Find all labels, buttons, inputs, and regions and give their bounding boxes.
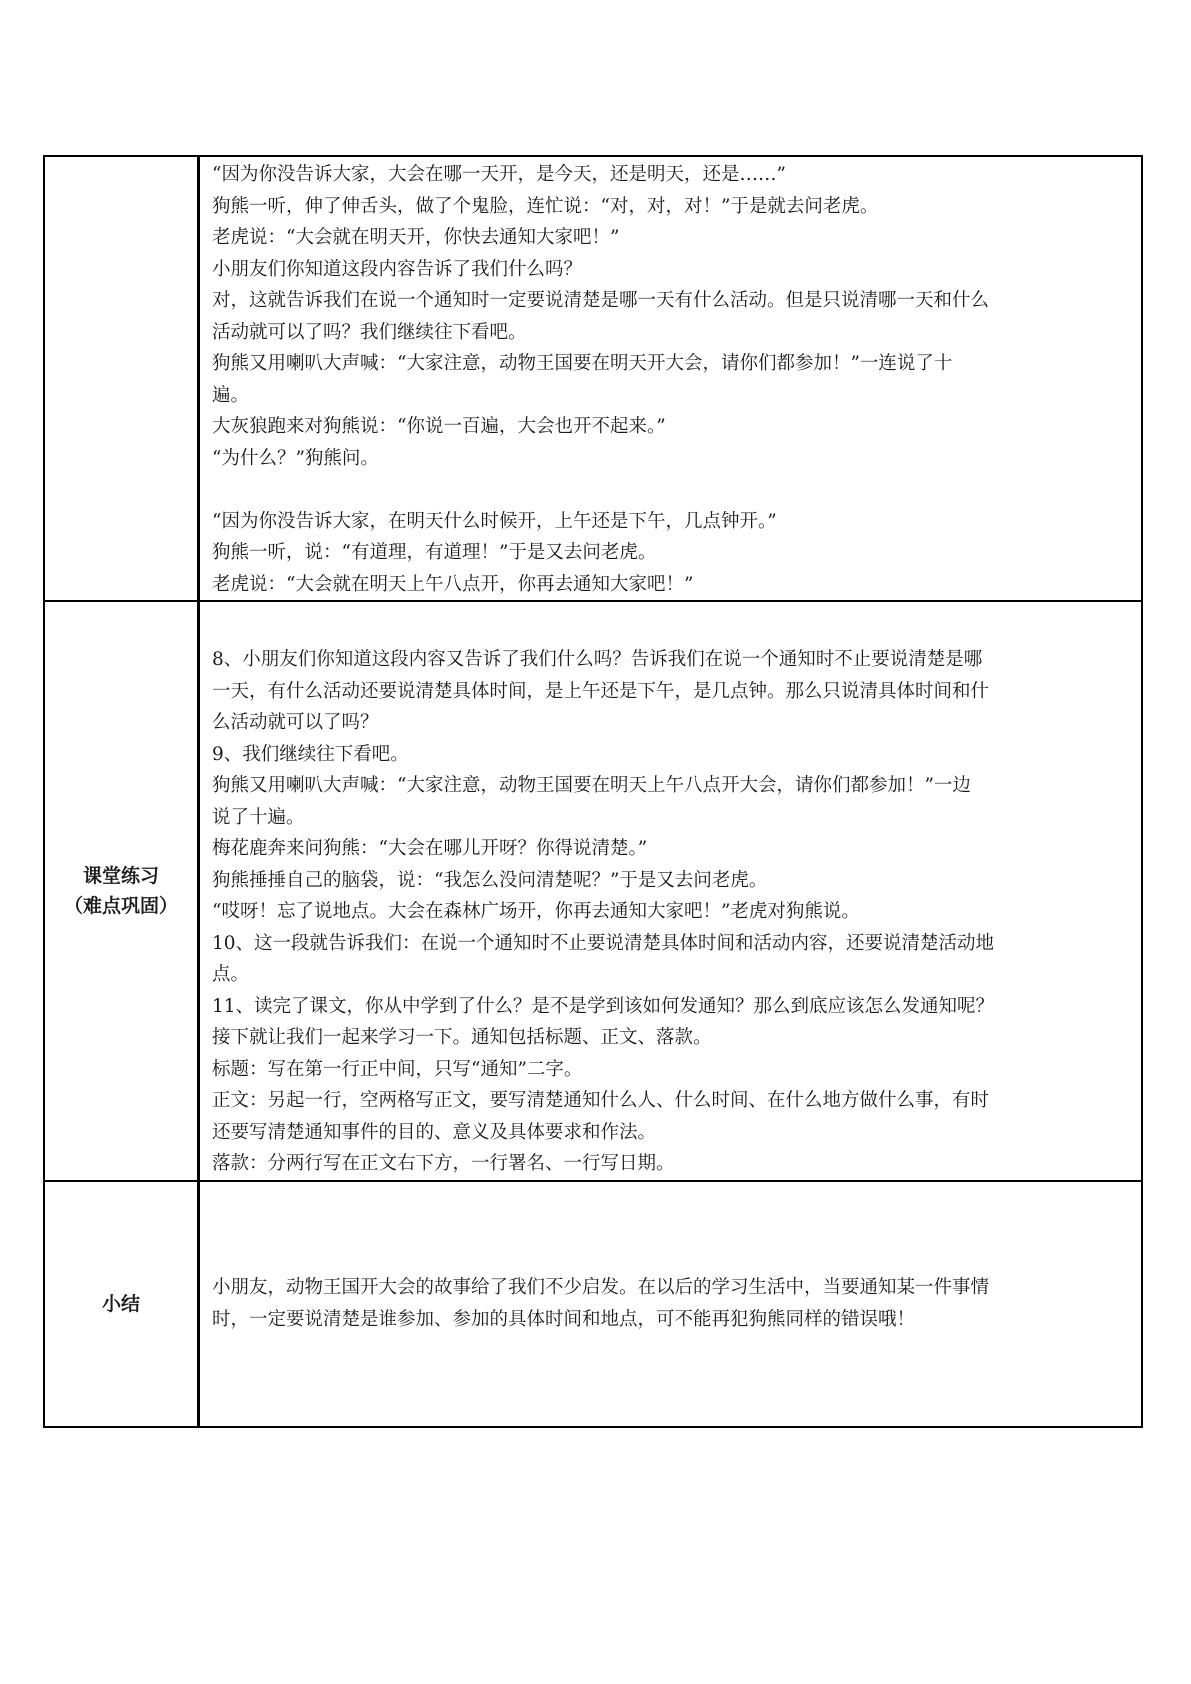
row-label <box>45 861 197 921</box>
table-row <box>44 601 1142 1181</box>
text-line: 一天，有什么活动还要说清楚具体时间，是上午还是下午，是几点钟。那么只说清具体时间和什 <box>212 680 990 702</box>
blank-line <box>212 474 1131 506</box>
row-content-cell <box>199 156 1143 601</box>
text-line: “因为你没告诉大家，大会在哪一天开，是今天，还是明天，还是……” <box>212 164 786 185</box>
text-line: 对，这就告诉我们在说一个通知时一定要说清楚是哪一天有什么活动。但是只说清哪一天和什么 <box>212 290 990 311</box>
row-label-text: 课堂练习 <box>82 864 159 887</box>
text-line: 9、我们继续往下看吧。 <box>212 743 409 765</box>
text-line: 标题：写在第一行正中间，只写“通知”二字。 <box>212 1058 583 1080</box>
text-line: 说了十遍。 <box>212 806 305 828</box>
row-label-cell <box>44 156 199 601</box>
text-line: 接下就让我们一起来学习一下。通知包括标题、正文、落款。 <box>212 1027 712 1048</box>
row-label-text: （难点巩固） <box>63 894 178 917</box>
text-line: 么活动就可以了吗？ <box>212 712 379 733</box>
text-line: 还要写清楚通知事件的目的、意义及具体要求和作法。 <box>212 1121 657 1143</box>
text-line: 狗熊捶捶自己的脑袋，说：“我怎么没问清楚呢？”于是又去问老虎。 <box>212 869 768 891</box>
row-content-cell <box>199 601 1143 1181</box>
text-line: 遍。 <box>212 384 250 406</box>
text-line: 大灰狼跑来对狗熊说：“你说一百遍，大会也开不起来。” <box>212 416 666 437</box>
table-row <box>44 1181 1142 1427</box>
lesson-plan-table <box>43 155 1143 1428</box>
text-line: 狗熊一听，伸了伸舌头，做了个鬼脸，连忙说：“对，对，对！”于是就去问老虎。 <box>212 195 879 217</box>
text-line: 狗熊又用喇叭大声喊：“大家注意，动物王国要在明天上午八点开大会，请你们都参加！”一边 <box>212 775 971 796</box>
text-line: 狗熊一听，说：“有道理，有道理！”于是又去问老虎。 <box>212 542 657 563</box>
text-line: 8、小朋友们你知道这段内容又告诉了我们什么吗？告诉我们在说一个通知时不止要说清楚是哪 <box>212 649 983 670</box>
row-label-text: 小结 <box>101 1292 140 1315</box>
table-row <box>44 156 1142 601</box>
row-label-cell <box>44 1181 199 1427</box>
text-line: “因为你没告诉大家，在明天什么时候开，上午还是下午，几点钟开。” <box>212 510 777 532</box>
text-line: 老虎说：“大会就在明天上午八点开，你再去通知大家吧！” <box>212 573 694 595</box>
text-line: 点。 <box>212 964 250 985</box>
text-line: 落款：分两行写在正文右下方，一行署名、一行写日期。 <box>212 1153 675 1174</box>
text-line: 时，一定要说清楚是谁参加、参加的具体时间和地点，可不能再犯狗熊同样的错误哦！ <box>212 1308 916 1330</box>
text-line: 10、这一段就告诉我们：在说一个通知时不止要说清楚具体时间和活动内容，还要说清楚活动地 <box>212 932 995 954</box>
text-line: 狗熊又用喇叭大声喊：“大家注意，动物王国要在明天开大会，请你们都参加！”一连说了十 <box>212 353 953 374</box>
text-line: 梅花鹿奔来问狗熊：“大会在哪儿开呀？你得说清楚。” <box>212 838 648 859</box>
text-line: 老虎说：“大会就在明天开，你快去通知大家吧！” <box>212 227 620 248</box>
content-block <box>200 1272 1141 1335</box>
content-block <box>200 602 1141 1180</box>
text-line: “哎呀！忘了说地点。大会在森林广场开，你再去通知大家吧！”老虎对狗熊说。 <box>212 901 860 922</box>
text-line: “为什么？”狗熊问。 <box>212 447 379 469</box>
row-label <box>45 1289 197 1319</box>
text-line: 小朋友，动物王国开大会的故事给了我们不少启发。在以后的学习生活中，当要通知某一件事情 <box>212 1277 990 1298</box>
text-line: 小朋友们你知道这段内容告诉了我们什么吗？ <box>212 258 583 280</box>
content-block <box>200 157 1141 600</box>
text-line: 正文：另起一行，空两格写正文，要写清楚通知什么人、什么时间、在什么地方做什么事，有时 <box>212 1090 990 1111</box>
row-label-cell <box>44 601 199 1181</box>
text-line: 11、读完了课文，你从中学到了什么？是不是学到该如何发通知？那么到底应该怎么发通知呢？ <box>212 995 995 1017</box>
text-line: 活动就可以了吗？我们继续往下看吧。 <box>212 321 527 343</box>
row-content-cell <box>199 1181 1143 1427</box>
